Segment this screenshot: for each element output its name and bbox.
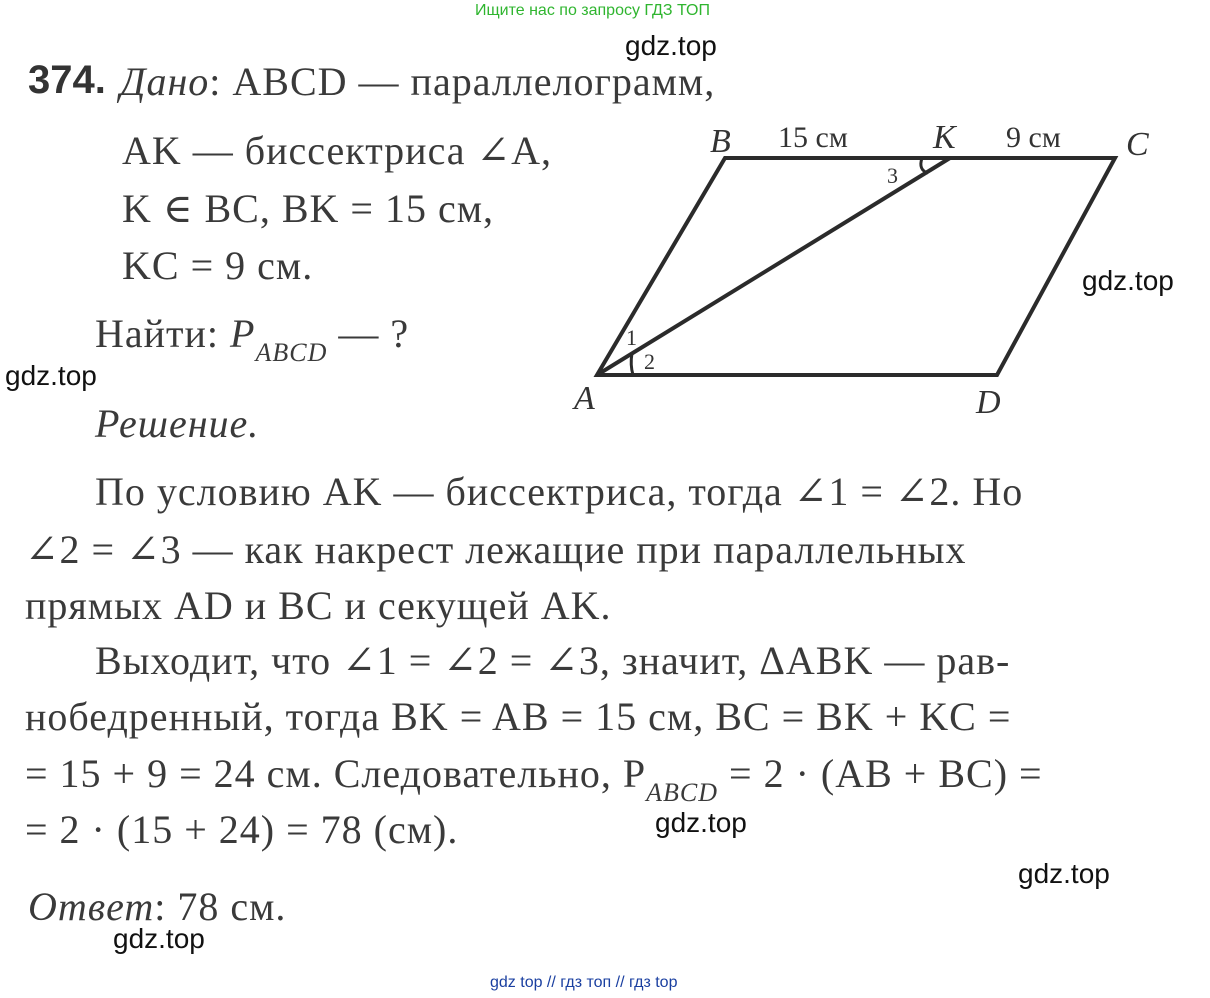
given-line-2: AK — биссектриса ∠A, [122,128,552,173]
angle-3-label: 3 [887,163,898,188]
angle-arc-a [631,353,633,375]
solution-line-6 [25,750,1043,808]
watermark: gdz.top [1018,858,1110,889]
vertex-b: B [710,123,731,160]
segment-kc-label: 9 см [1006,121,1061,154]
footer-links[interactable]: gdz top // гдз топ // гдз top [490,974,678,991]
problem-number: 374. [28,58,106,102]
angle-1-label: 1 [626,325,637,350]
parallelogram-figure [560,115,1170,425]
parallelogram-abcd [597,158,1115,375]
solution-line-2: ∠2 = ∠3 — как накрест лежащие при параллельных [25,527,967,572]
vertex-d: D [976,384,1001,421]
solution-label: Решение. [95,401,260,446]
watermark: gdz.top [655,807,747,838]
vertex-k: K [933,119,956,156]
solution-line-7: = 2 · (15 + 24) = 78 (см). [25,807,459,852]
watermark: gdz.top [113,923,205,954]
given-label: Дано [120,59,210,104]
watermark: gdz.top [5,360,97,391]
answer-line [28,883,286,930]
find-perimeter: P [230,311,256,356]
answer-label: Ответ [28,884,155,929]
given-line-4: KC = 9 см. [122,243,314,288]
segment-bk-label: 15 см [778,121,848,154]
find-perimeter-sub: ABCD [255,338,328,367]
solution-line-5: нобедренный, тогда BK = AB = 15 см, BC = BK + KC = [25,694,1012,739]
given-line-1: Дано: ABCD — параллелограмм, [120,59,716,104]
solution-line-6a: = 15 + 9 = 24 см. Следовательно, P [25,751,647,796]
find-line [95,310,409,368]
solution-line-1: По условию AK — биссектриса, тогда ∠1 = ∠2. Но [95,469,1024,514]
find-tail: — ? [338,311,410,356]
vertex-c: C [1126,126,1149,163]
vertex-a: A [574,380,595,417]
solution-line-6-sub: ABCD [646,778,719,807]
find-label: Найти: [95,311,220,356]
top-search-link[interactable]: Ищите нас по запросу ГДЗ ТОП [475,2,710,19]
watermark: gdz.top [625,30,717,61]
solution-line-3: прямых AD и BC и секущей AK. [25,583,612,628]
watermark: gdz.top [1082,265,1174,296]
angle-2-label: 2 [644,349,655,374]
solution-line-6b: = 2 · (AB + BC) = [718,751,1043,796]
answer-value: : 78 см. [154,884,287,929]
given-line-3: K ∈ BC, BK = 15 см, [122,186,495,231]
given-text-1: ABCD — параллелограмм, [232,59,716,104]
solution-line-4: Выходит, что ∠1 = ∠2 = ∠3, значит, ΔABK — рав- [95,638,1011,683]
bisector-ak [597,158,950,375]
